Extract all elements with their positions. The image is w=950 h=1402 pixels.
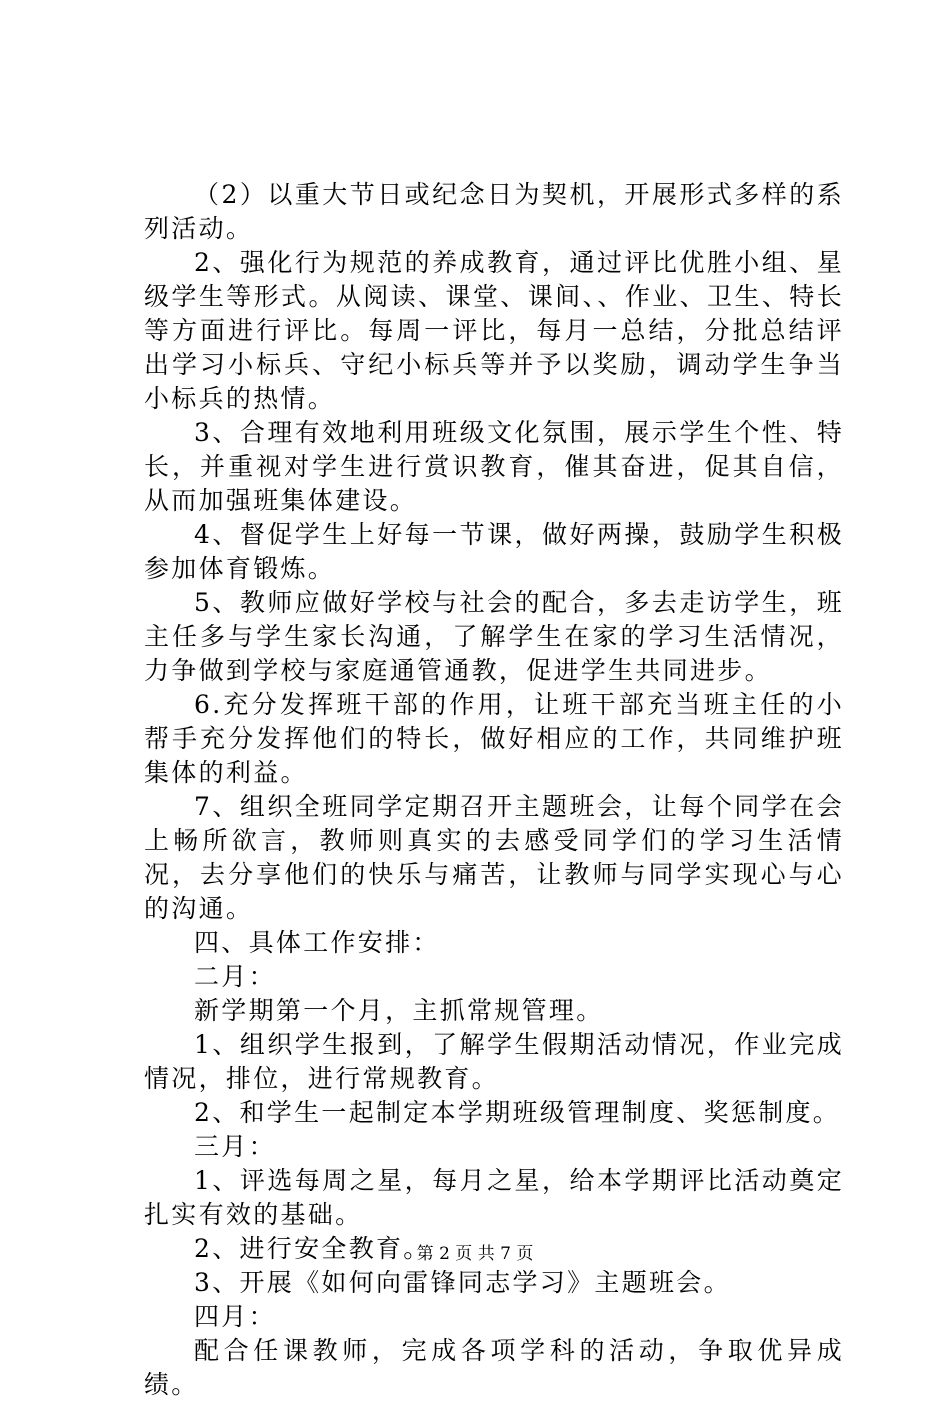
paragraph: 配合任课教师，完成各项学科的活动，争取优异成绩。 bbox=[144, 1336, 844, 1399]
paragraph: 5、教师应做好学校与社会的配合，多去走访学生，班主任多与学生家长沟通，了解学生在家的学习生活情况，力争做到学校与家庭通管通教，促进学生共同进步。 bbox=[144, 588, 844, 685]
paragraph: 1、组织学生报到，了解学生假期活动情况，作业完成情况，排位，进行常规教育。 bbox=[144, 1030, 844, 1093]
paragraph: 3、开展《如何向雷锋同志学习》主题班会。 bbox=[194, 1268, 731, 1297]
paragraph: （2）以重大节日或纪念日为契机，开展形式多样的系列活动。 bbox=[144, 180, 844, 243]
paragraph: 3、合理有效地利用班级文化氛围，展示学生个性、特长，并重视对学生进行赏识教育，催其奋进，促其自信，从而加强班集体建设。 bbox=[144, 418, 844, 515]
paragraph: 2、进行安全教育。 bbox=[194, 1234, 431, 1263]
paragraph: 6.充分发挥班干部的作用，让班干部充当班主任的小帮手充分发挥他们的特长，做好相应的工作，共同维护班集体的利益。 bbox=[144, 690, 844, 787]
month-heading: 四月： bbox=[194, 1302, 276, 1331]
section-heading: 四、具体工作安排： bbox=[194, 928, 440, 957]
month-heading: 三月： bbox=[194, 1132, 276, 1161]
paragraph: 2、和学生一起制定本学期班级管理制度、奖惩制度。 bbox=[194, 1098, 841, 1127]
paragraph: 1、评选每周之星，每月之星，给本学期评比活动奠定扎实有效的基础。 bbox=[144, 1166, 844, 1229]
paragraph: 7、组织全班同学定期召开主题班会，让每个同学在会上畅所欲言，教师则真实的去感受同学们的学习生活情况，去分享他们的快乐与痛苦，让教师与同学实现心与心的沟通。 bbox=[144, 792, 844, 923]
paragraph: 新学期第一个月，主抓常规管理。 bbox=[194, 996, 604, 1025]
paragraph: 2、强化行为规范的养成教育，通过评比优胜小组、星级学生等形式。从阅读、课堂、课间、、作业、卫生、特长等方面进行评比。每周一评比，每月一总结，分批总结评出学习小标兵、守纪小标兵等并予以奖励，调动学生争当小标兵的热情。 bbox=[144, 248, 844, 413]
document-body bbox=[144, 178, 844, 1402]
paragraph: 4、督促学生上好每一节课，做好两操，鼓励学生积极参加体育锻炼。 bbox=[144, 520, 844, 583]
month-heading: 二月： bbox=[194, 962, 276, 991]
page-number-footer: 第 2 页 共 7 页 bbox=[416, 1244, 534, 1264]
